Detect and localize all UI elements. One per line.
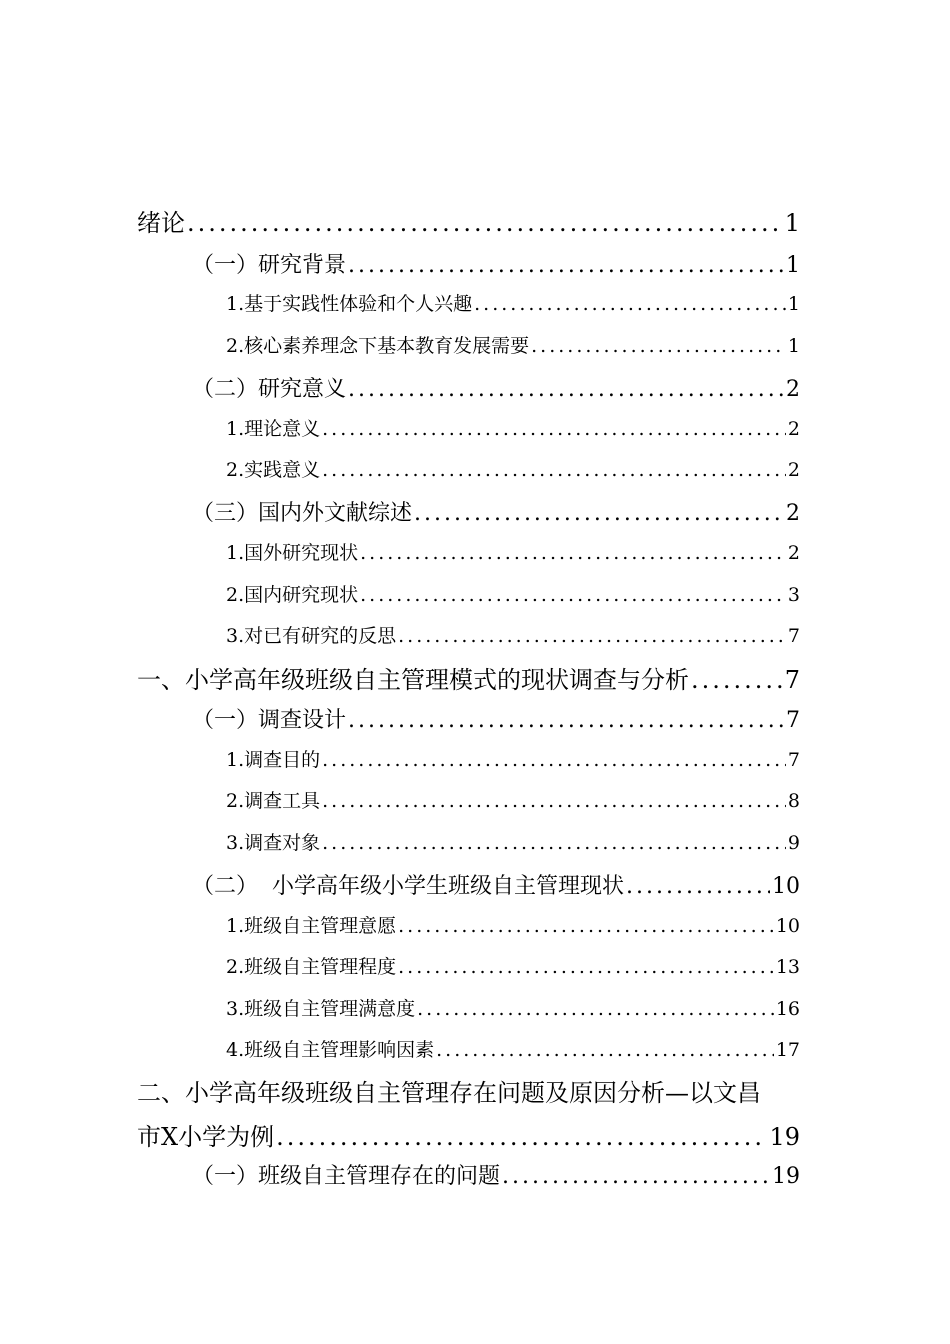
toc-entry[interactable] [226,455,800,482]
toc-entry-title: 绪论 [137,209,185,237]
toc-entry-page: 8 [787,790,800,812]
toc-entry-page: 3 [787,584,800,606]
toc-entry-title: 1.调查目的 [226,749,321,771]
toc-entry[interactable] [226,331,800,358]
dot-leader [276,1123,767,1151]
toc-entry-page: 19 [769,1123,800,1151]
toc-entry-title: （二） 小学高年级小学生班级自主管理现状 [192,874,624,899]
toc-entry[interactable] [226,289,800,316]
dot-leader [348,253,784,278]
toc-entry-page: 2 [787,459,800,481]
toc-entry-title: 2.调查工具 [226,790,321,812]
toc-entry-page: 10 [775,915,800,937]
toc-entry-page: 19 [772,1164,800,1189]
toc-entry-page: 7 [787,749,800,771]
dot-leader [531,335,786,357]
toc-entry-title: （一）班级自主管理存在的问题 [192,1164,501,1189]
toc-entry-page: 10 [772,874,800,899]
toc-entry-title: 1.基于实践性体验和个人兴趣 [226,293,473,315]
toc-entry[interactable] [226,994,800,1021]
dot-leader [348,708,784,733]
toc-entry-title: 一、小学高年级班级自主管理模式的现状调查与分析 [137,666,689,694]
toc-entry-page: 2 [787,542,800,564]
toc-entry[interactable] [226,911,800,938]
toc-entry-page: 16 [775,998,800,1020]
dot-leader [436,1039,774,1061]
toc-entry-title: （一）研究背景 [192,253,347,278]
dot-leader [691,666,783,694]
toc-entry-page: 17 [775,1039,800,1061]
toc-entry-page: 7 [784,666,800,694]
toc-entry[interactable] [226,952,800,979]
toc-entry[interactable] [226,538,800,565]
toc-entry-title: 1.理论意义 [226,418,321,440]
toc-entry-page: 1 [786,253,800,278]
toc-entry-title: 3.班级自主管理满意度 [226,998,416,1020]
toc-entry-title: 3.调查对象 [226,832,321,854]
dot-leader [187,209,783,237]
toc-entry-title: 2.实践意义 [226,459,321,481]
dot-leader [414,501,784,526]
toc-entry-page: 2 [787,418,800,440]
toc-entry[interactable] [137,1117,800,1152]
toc-entry[interactable] [226,580,800,607]
toc-entry[interactable] [226,745,800,772]
toc-entry-title: 1.国外研究现状 [226,542,359,564]
toc-entry-title: 2.国内研究现状 [226,584,359,606]
toc-entry[interactable] [192,372,800,403]
dot-leader [398,915,774,937]
toc-entry-page: 9 [787,832,800,854]
dot-leader [322,749,786,771]
dot-leader [322,459,786,481]
dot-leader [474,293,786,315]
toc-entry-title: 1.班级自主管理意愿 [226,915,397,937]
dot-leader [322,832,786,854]
toc-entry[interactable] [226,786,800,813]
dot-leader [417,998,774,1020]
toc-entry[interactable] [226,828,800,855]
toc-entry[interactable] [192,703,800,734]
toc-entry-page: 2 [786,377,800,402]
toc-entry-title: 4.班级自主管理影响因素 [226,1039,435,1061]
toc-entry-title: （三）国内外文献综述 [192,501,413,526]
toc-entry-page: 1 [787,293,800,315]
toc-entry-page: 1 [787,335,800,357]
dot-leader [322,418,786,440]
toc-entry-title: 2.班级自主管理程度 [226,956,397,978]
toc-entry[interactable] [226,414,800,441]
toc-entry[interactable] [137,203,800,238]
dot-leader [398,625,786,647]
toc-entry[interactable] [226,621,800,648]
toc-entry-page: 13 [775,956,800,978]
toc-entry-title-line2: 市X小学为例 [137,1123,275,1151]
dot-leader [626,874,770,899]
toc-entry-page: 7 [787,625,800,647]
dot-leader [398,956,774,978]
toc-entry-title-line1[interactable]: 二、小学高年级班级自主管理存在问题及原因分析—以文昌 [137,1079,761,1107]
dot-leader [348,377,784,402]
toc-entry-page: 2 [786,501,800,526]
dot-leader [360,584,786,606]
toc-entry-title: （一）调查设计 [192,708,347,733]
toc-entry-page: 1 [784,209,800,237]
toc-entry[interactable] [192,869,800,900]
toc-entry-title: 3.对已有研究的反思 [226,625,397,647]
toc-entry-page: 7 [786,708,800,733]
toc-entry[interactable] [226,1035,800,1062]
dot-leader [502,1164,770,1189]
toc-entry-title: （二）研究意义 [192,377,347,402]
toc-entry[interactable] [192,1159,800,1190]
toc-entry[interactable] [192,496,800,527]
toc-entry-title: 2.核心素养理念下基本教育发展需要 [226,335,530,357]
dot-leader [360,542,786,564]
toc-entry[interactable] [192,248,800,279]
dot-leader [322,790,786,812]
toc-entry[interactable] [137,660,800,695]
